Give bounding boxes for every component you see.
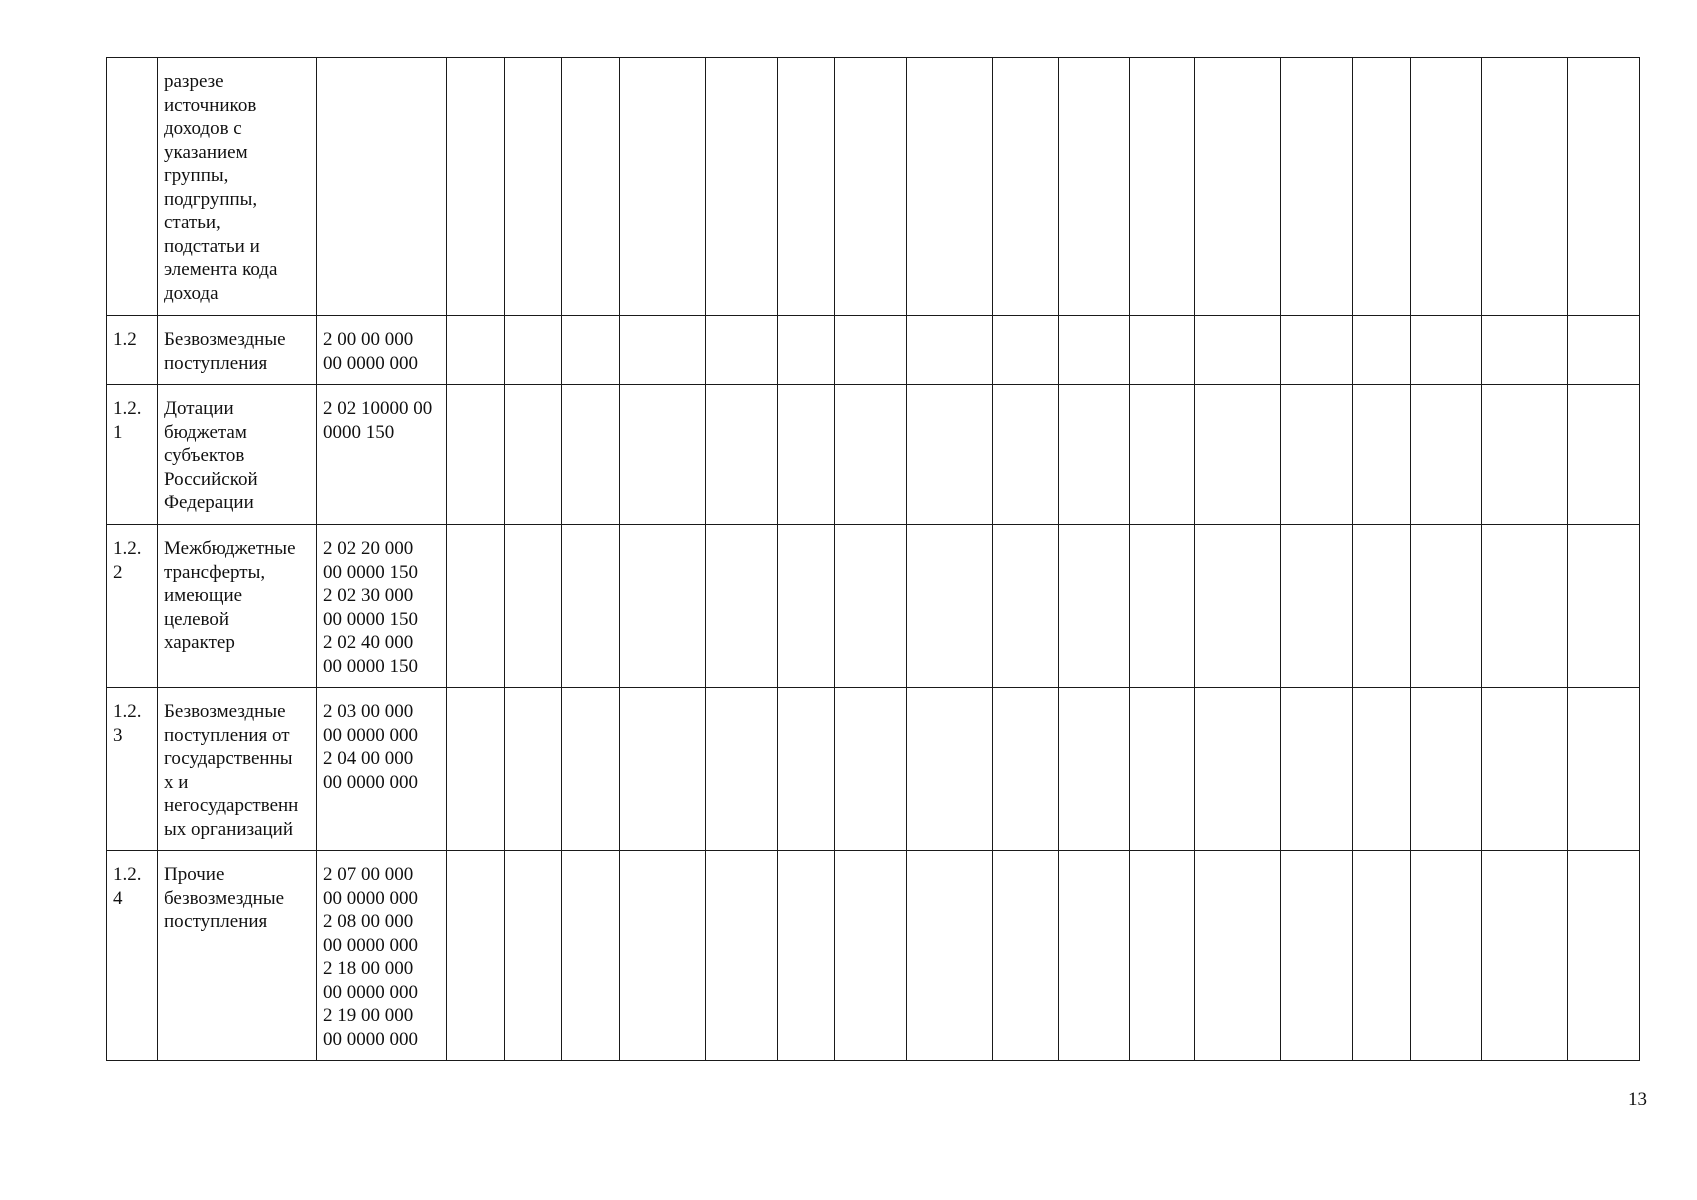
empty-value-cell	[993, 851, 1059, 1061]
empty-value-cell	[1353, 58, 1411, 316]
empty-value-cell	[993, 525, 1059, 688]
empty-value-cell	[1568, 525, 1640, 688]
empty-value-cell	[1059, 58, 1130, 316]
empty-value-cell	[1281, 385, 1353, 525]
empty-value-cell	[1411, 58, 1482, 316]
table-row	[107, 58, 1640, 316]
budget-revenue-table	[106, 57, 1640, 1061]
empty-value-cell	[907, 851, 993, 1061]
empty-value-cell	[907, 58, 993, 316]
empty-value-cell	[706, 851, 778, 1061]
empty-value-cell	[778, 316, 835, 385]
empty-value-cell	[1568, 58, 1640, 316]
empty-value-cell	[1568, 316, 1640, 385]
revenue-name-cell: Межбюджетные трансферты, имеющие целевой характер	[158, 525, 317, 688]
empty-value-cell	[620, 688, 706, 851]
empty-value-cell	[562, 316, 620, 385]
empty-value-cell	[1482, 316, 1568, 385]
empty-value-cell	[1130, 525, 1195, 688]
empty-value-cell	[1281, 58, 1353, 316]
table-row	[107, 688, 1640, 851]
revenue-name-cell: Безвозмездные поступления от государственны х и негосударственн ых организаций	[158, 688, 317, 851]
revenue-name-cell: разрезе источников доходов с указанием группы, подгруппы, статьи, подстатьи и элемента кода дохода	[158, 58, 317, 316]
empty-value-cell	[562, 58, 620, 316]
empty-value-cell	[1130, 385, 1195, 525]
empty-value-cell	[1411, 688, 1482, 851]
empty-value-cell	[1059, 525, 1130, 688]
empty-value-cell	[1482, 385, 1568, 525]
empty-value-cell	[835, 316, 907, 385]
row-number-cell: 1.2. 3	[107, 688, 158, 851]
empty-value-cell	[1482, 851, 1568, 1061]
revenue-code-cell: 2 02 20 000 00 0000 150 2 02 30 000 00 0000 150 2 02 40 000 00 0000 150	[317, 525, 447, 688]
empty-value-cell	[907, 525, 993, 688]
empty-value-cell	[620, 58, 706, 316]
empty-value-cell	[1568, 688, 1640, 851]
empty-value-cell	[993, 385, 1059, 525]
empty-value-cell	[1059, 688, 1130, 851]
table-row	[107, 316, 1640, 385]
empty-value-cell	[907, 688, 993, 851]
empty-value-cell	[447, 316, 505, 385]
row-number-cell: 1.2. 2	[107, 525, 158, 688]
row-number-cell: 1.2. 1	[107, 385, 158, 525]
empty-value-cell	[505, 851, 562, 1061]
empty-value-cell	[1482, 58, 1568, 316]
empty-value-cell	[1411, 525, 1482, 688]
empty-value-cell	[1281, 525, 1353, 688]
empty-value-cell	[447, 385, 505, 525]
empty-value-cell	[778, 58, 835, 316]
empty-value-cell	[562, 525, 620, 688]
revenue-code-cell: 2 03 00 000 00 0000 000 2 04 00 000 00 0000 000	[317, 688, 447, 851]
empty-value-cell	[620, 316, 706, 385]
empty-value-cell	[447, 688, 505, 851]
empty-value-cell	[447, 851, 505, 1061]
empty-value-cell	[835, 525, 907, 688]
empty-value-cell	[1130, 688, 1195, 851]
empty-value-cell	[1568, 851, 1640, 1061]
empty-value-cell	[1130, 851, 1195, 1061]
empty-value-cell	[1059, 385, 1130, 525]
empty-value-cell	[447, 58, 505, 316]
empty-value-cell	[993, 316, 1059, 385]
empty-value-cell	[706, 688, 778, 851]
empty-value-cell	[907, 316, 993, 385]
empty-value-cell	[1353, 851, 1411, 1061]
empty-value-cell	[1195, 525, 1281, 688]
empty-value-cell	[562, 385, 620, 525]
empty-value-cell	[447, 525, 505, 688]
empty-value-cell	[1195, 58, 1281, 316]
row-number-cell	[107, 58, 158, 316]
empty-value-cell	[620, 525, 706, 688]
empty-value-cell	[706, 58, 778, 316]
empty-value-cell	[706, 525, 778, 688]
revenue-name-cell: Дотации бюджетам субъектов Российской Федерации	[158, 385, 317, 525]
empty-value-cell	[1411, 385, 1482, 525]
empty-value-cell	[505, 688, 562, 851]
empty-value-cell	[993, 58, 1059, 316]
empty-value-cell	[1411, 851, 1482, 1061]
empty-value-cell	[505, 316, 562, 385]
table-row	[107, 851, 1640, 1061]
empty-value-cell	[835, 385, 907, 525]
empty-value-cell	[562, 688, 620, 851]
revenue-code-cell: 2 00 00 000 00 0000 000	[317, 316, 447, 385]
empty-value-cell	[1353, 316, 1411, 385]
empty-value-cell	[1482, 525, 1568, 688]
empty-value-cell	[778, 688, 835, 851]
revenue-name-cell: Безвозмездные поступления	[158, 316, 317, 385]
empty-value-cell	[778, 851, 835, 1061]
empty-value-cell	[1195, 851, 1281, 1061]
empty-value-cell	[1281, 851, 1353, 1061]
empty-value-cell	[778, 385, 835, 525]
empty-value-cell	[993, 688, 1059, 851]
empty-value-cell	[1195, 688, 1281, 851]
table-row	[107, 525, 1640, 688]
table-row	[107, 385, 1640, 525]
empty-value-cell	[706, 316, 778, 385]
empty-value-cell	[505, 58, 562, 316]
empty-value-cell	[620, 851, 706, 1061]
page-number: 13	[1628, 1089, 1647, 1110]
empty-value-cell	[1353, 385, 1411, 525]
revenue-code-cell	[317, 58, 447, 316]
empty-value-cell	[620, 385, 706, 525]
empty-value-cell	[505, 525, 562, 688]
revenue-name-cell: Прочие безвозмездные поступления	[158, 851, 317, 1061]
empty-value-cell	[1411, 316, 1482, 385]
empty-value-cell	[1130, 316, 1195, 385]
empty-value-cell	[1353, 525, 1411, 688]
revenue-code-cell: 2 02 10000 00 0000 150	[317, 385, 447, 525]
empty-value-cell	[1281, 688, 1353, 851]
empty-value-cell	[562, 851, 620, 1061]
empty-value-cell	[907, 385, 993, 525]
row-number-cell: 1.2. 4	[107, 851, 158, 1061]
row-number-cell: 1.2	[107, 316, 158, 385]
empty-value-cell	[706, 385, 778, 525]
empty-value-cell	[1195, 316, 1281, 385]
empty-value-cell	[1130, 58, 1195, 316]
empty-value-cell	[835, 58, 907, 316]
empty-value-cell	[1568, 385, 1640, 525]
empty-value-cell	[1353, 688, 1411, 851]
empty-value-cell	[778, 525, 835, 688]
empty-value-cell	[835, 851, 907, 1061]
empty-value-cell	[1195, 385, 1281, 525]
empty-value-cell	[1059, 851, 1130, 1061]
revenue-code-cell: 2 07 00 000 00 0000 000 2 08 00 000 00 0000 000 2 18 00 000 00 0000 000 2 19 00 000 00 0000 000	[317, 851, 447, 1061]
empty-value-cell	[1281, 316, 1353, 385]
empty-value-cell	[505, 385, 562, 525]
empty-value-cell	[1059, 316, 1130, 385]
empty-value-cell	[835, 688, 907, 851]
empty-value-cell	[1482, 688, 1568, 851]
